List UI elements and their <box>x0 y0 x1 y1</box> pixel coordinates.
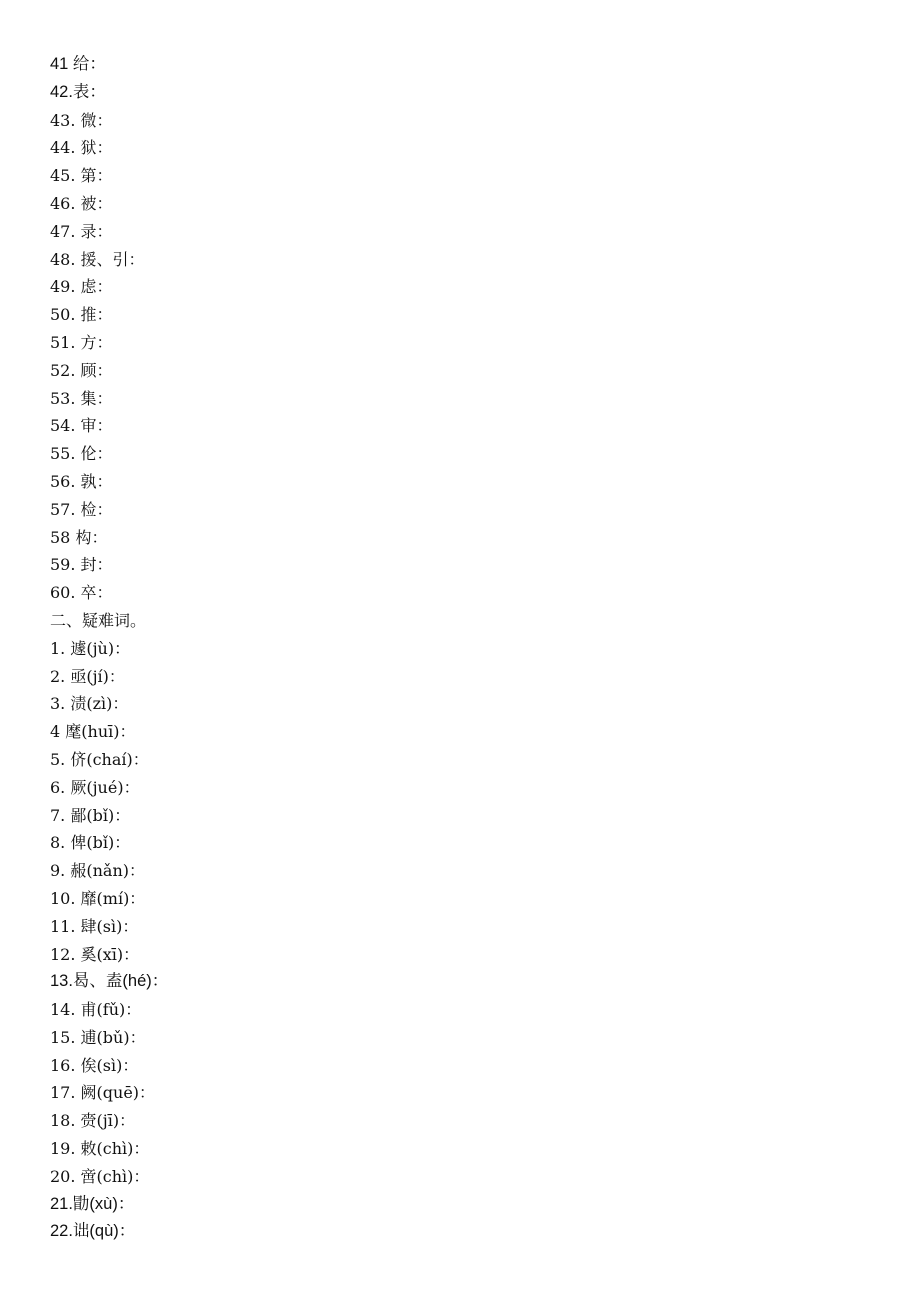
list-item: 44. 狱： <box>50 138 113 158</box>
list-item: 18. 赍(jī)： <box>50 1111 136 1131</box>
list-item: 60. 卒： <box>50 583 113 603</box>
list-item: 55. 伦： <box>50 444 113 464</box>
list-item: 2. 亟(jí)： <box>50 666 125 686</box>
list-item: 51. 方： <box>50 332 113 352</box>
list-item: 14. 甫(fǔ)： <box>50 1000 142 1020</box>
list-item: 16. 俟(sì)： <box>50 1055 139 1075</box>
list-item: 10. 靡(mí)： <box>50 888 146 908</box>
list-item: 22.诎(qù)： <box>50 1222 136 1241</box>
list-item: 50. 推： <box>50 305 113 325</box>
list-item: 21.勖(xù)： <box>50 1194 135 1213</box>
section-heading: 二、疑难词。 <box>50 610 147 630</box>
list-item: 13.曷、盍(hé)： <box>50 972 169 991</box>
list-item: 9. 赧(nǎn)： <box>50 861 145 881</box>
document-page <box>50 51 890 1246</box>
list-item: 1. 遽(jù)： <box>50 638 131 658</box>
list-item: 17. 阙(quē)： <box>50 1083 156 1103</box>
list-item: 58 构： <box>50 527 108 547</box>
list-item: 53. 集： <box>50 388 113 408</box>
list-item: 3. 渍(zì)： <box>50 694 129 714</box>
list-item: 54. 审： <box>50 416 113 436</box>
list-item: 49. 虑： <box>50 277 113 297</box>
list-item: 47. 录： <box>50 221 113 241</box>
list-item: 4 麾(huī)： <box>50 722 136 742</box>
list-item: 19. 敕(chì)： <box>50 1139 150 1159</box>
list-item: 43. 微： <box>50 110 113 130</box>
list-item: 8. 俾(bǐ)： <box>50 833 131 853</box>
list-item: 56. 孰： <box>50 471 113 491</box>
list-item: 6. 厥(jué)： <box>50 777 140 797</box>
list-item: 45. 第： <box>50 166 113 186</box>
list-item: 12. 奚(xī)： <box>50 944 140 964</box>
list-item: 7. 鄙(bǐ)： <box>50 805 131 825</box>
list-item: 15. 逋(bǔ)： <box>50 1027 146 1047</box>
list-item: 11. 肆(sì)： <box>50 916 139 936</box>
list-item: 5. 侪(chaí)： <box>50 749 149 769</box>
list-item: 48. 援、引： <box>50 249 145 269</box>
list-item: 20. 啻(chì)： <box>50 1166 150 1186</box>
list-item: 57. 检： <box>50 499 113 519</box>
list-item: 46. 被： <box>50 193 113 213</box>
list-item: 41 给： <box>50 55 106 73</box>
list-item: 52. 顾： <box>50 360 113 380</box>
list-item: 59. 封： <box>50 555 113 575</box>
list-item: 42.表： <box>50 82 106 101</box>
